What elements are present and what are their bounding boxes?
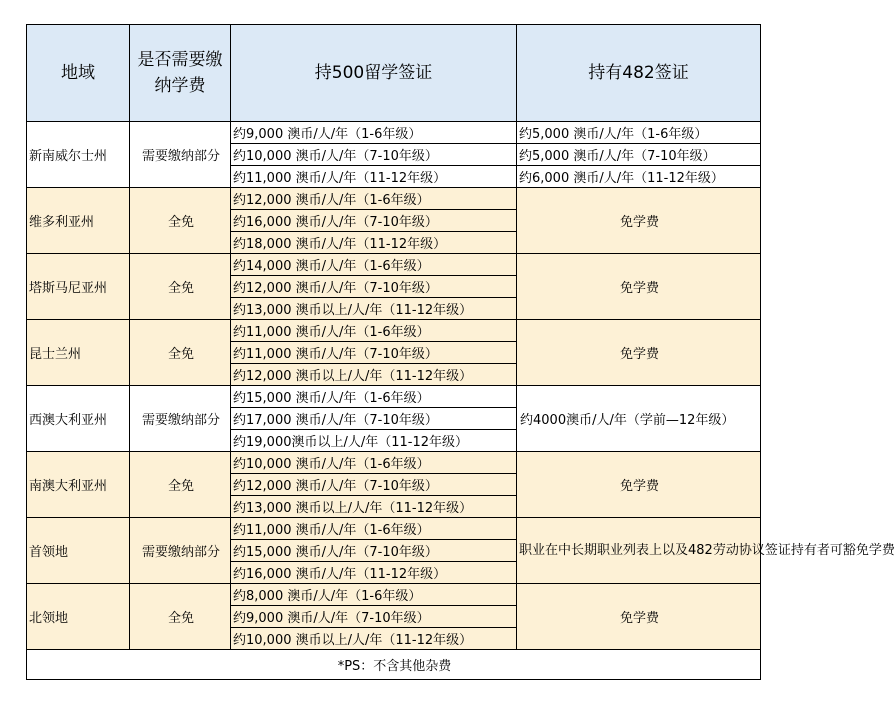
fee-cell: 全免: [130, 254, 231, 320]
visa500-fee: 约16,000 澳币/人/年（7-10年级）: [231, 210, 517, 232]
fee-cell: 全免: [130, 452, 231, 518]
region-cell: 北领地: [27, 584, 130, 650]
visa500-fee: 约13,000 澳币以上/人/年（11-12年级）: [231, 298, 517, 320]
visa482-fee: 约5,000 澳币/人/年（1-6年级）: [517, 122, 761, 144]
visa500-fee: 约10,000 澳币以上/人/年（11-12年级）: [231, 628, 517, 650]
region-cell: 塔斯马尼亚州: [27, 254, 130, 320]
fee-cell: 全免: [130, 320, 231, 386]
visa500-fee: 约9,000 澳币/人/年（1-6年级）: [231, 122, 517, 144]
visa500-fee: 约11,000 澳币/人/年（1-6年级）: [231, 320, 517, 342]
visa500-fee: 约18,000 澳币/人/年（11-12年级）: [231, 232, 517, 254]
visa500-fee: 约10,000 澳币/人/年（1-6年级）: [231, 452, 517, 474]
visa482-fee: 免学费: [517, 584, 761, 650]
visa500-fee: 约10,000 澳币/人/年（7-10年级）: [231, 144, 517, 166]
visa500-fee: 约13,000 澳币以上/人/年（11-12年级）: [231, 496, 517, 518]
fee-cell: 需要缴纳部分: [130, 386, 231, 452]
visa500-fee: 约14,000 澳币/人/年（1-6年级）: [231, 254, 517, 276]
visa500-fee: 约9,000 澳币/人/年（7-10年级）: [231, 606, 517, 628]
visa500-fee: 约17,000 澳币/人/年（7-10年级）: [231, 408, 517, 430]
fee-cell: 需要缴纳部分: [130, 518, 231, 584]
table-row: [27, 188, 761, 210]
visa482-fee: 约4000澳币/人/年（学前—12年级）: [517, 386, 761, 452]
visa500-fee: 约12,000 澳币/人/年（7-10年级）: [231, 276, 517, 298]
visa500-fee: 约12,000 澳币/人/年（1-6年级）: [231, 188, 517, 210]
visa500-fee: 约11,000 澳币/人/年（11-12年级）: [231, 166, 517, 188]
fee-cell: 全免: [130, 584, 231, 650]
header-fee: 是否需要缴纳学费: [130, 25, 231, 122]
table-row: [27, 452, 761, 474]
header-visa500: 持500留学签证: [231, 25, 517, 122]
header-row: [27, 25, 761, 122]
visa482-fee: 约6,000 澳币/人/年（11-12年级）: [517, 166, 761, 188]
visa500-fee: 约19,000澳币以上/人/年（11-12年级）: [231, 430, 517, 452]
fee-cell: 需要缴纳部分: [130, 122, 231, 188]
table-row: [27, 518, 761, 540]
visa500-fee: 约11,000 澳币/人/年（1-6年级）: [231, 518, 517, 540]
visa500-fee: 约12,000 澳币/人/年（7-10年级）: [231, 474, 517, 496]
fee-table: [26, 24, 895, 680]
visa500-fee: 约8,000 澳币/人/年（1-6年级）: [231, 584, 517, 606]
visa482-fee: 职业在中长期职业列表上以及482劳动协议签证持有者可豁免学费: [517, 518, 761, 584]
header-region: 地域: [27, 25, 130, 122]
footnote: *PS：不含其他杂费: [27, 650, 761, 680]
region-cell: 南澳大利亚州: [27, 452, 130, 518]
header-visa482: 持有482签证: [517, 25, 761, 122]
visa500-fee: 约15,000 澳币/人/年（1-6年级）: [231, 386, 517, 408]
visa482-fee: 约5,000 澳币/人/年（7-10年级）: [517, 144, 761, 166]
region-cell: 西澳大利亚州: [27, 386, 130, 452]
region-cell: 首领地: [27, 518, 130, 584]
visa482-fee: 免学费: [517, 254, 761, 320]
visa500-fee: 约16,000 澳币/人/年（11-12年级）: [231, 562, 517, 584]
visa482-fee: 免学费: [517, 320, 761, 386]
fee-cell: 全免: [130, 188, 231, 254]
region-cell: 新南威尔士州: [27, 122, 130, 188]
region-cell: 昆士兰州: [27, 320, 130, 386]
region-cell: 维多利亚州: [27, 188, 130, 254]
table-row: [27, 122, 761, 144]
table-row: [27, 584, 761, 606]
table-row: [27, 386, 761, 408]
table-row: [27, 320, 761, 342]
visa482-fee: 免学费: [517, 188, 761, 254]
visa500-fee: 约12,000 澳币以上/人/年（11-12年级）: [231, 364, 517, 386]
visa500-fee: 约15,000 澳币/人/年（7-10年级）: [231, 540, 517, 562]
visa482-fee: 免学费: [517, 452, 761, 518]
table-row: [27, 254, 761, 276]
visa500-fee: 约11,000 澳币/人/年（7-10年级）: [231, 342, 517, 364]
